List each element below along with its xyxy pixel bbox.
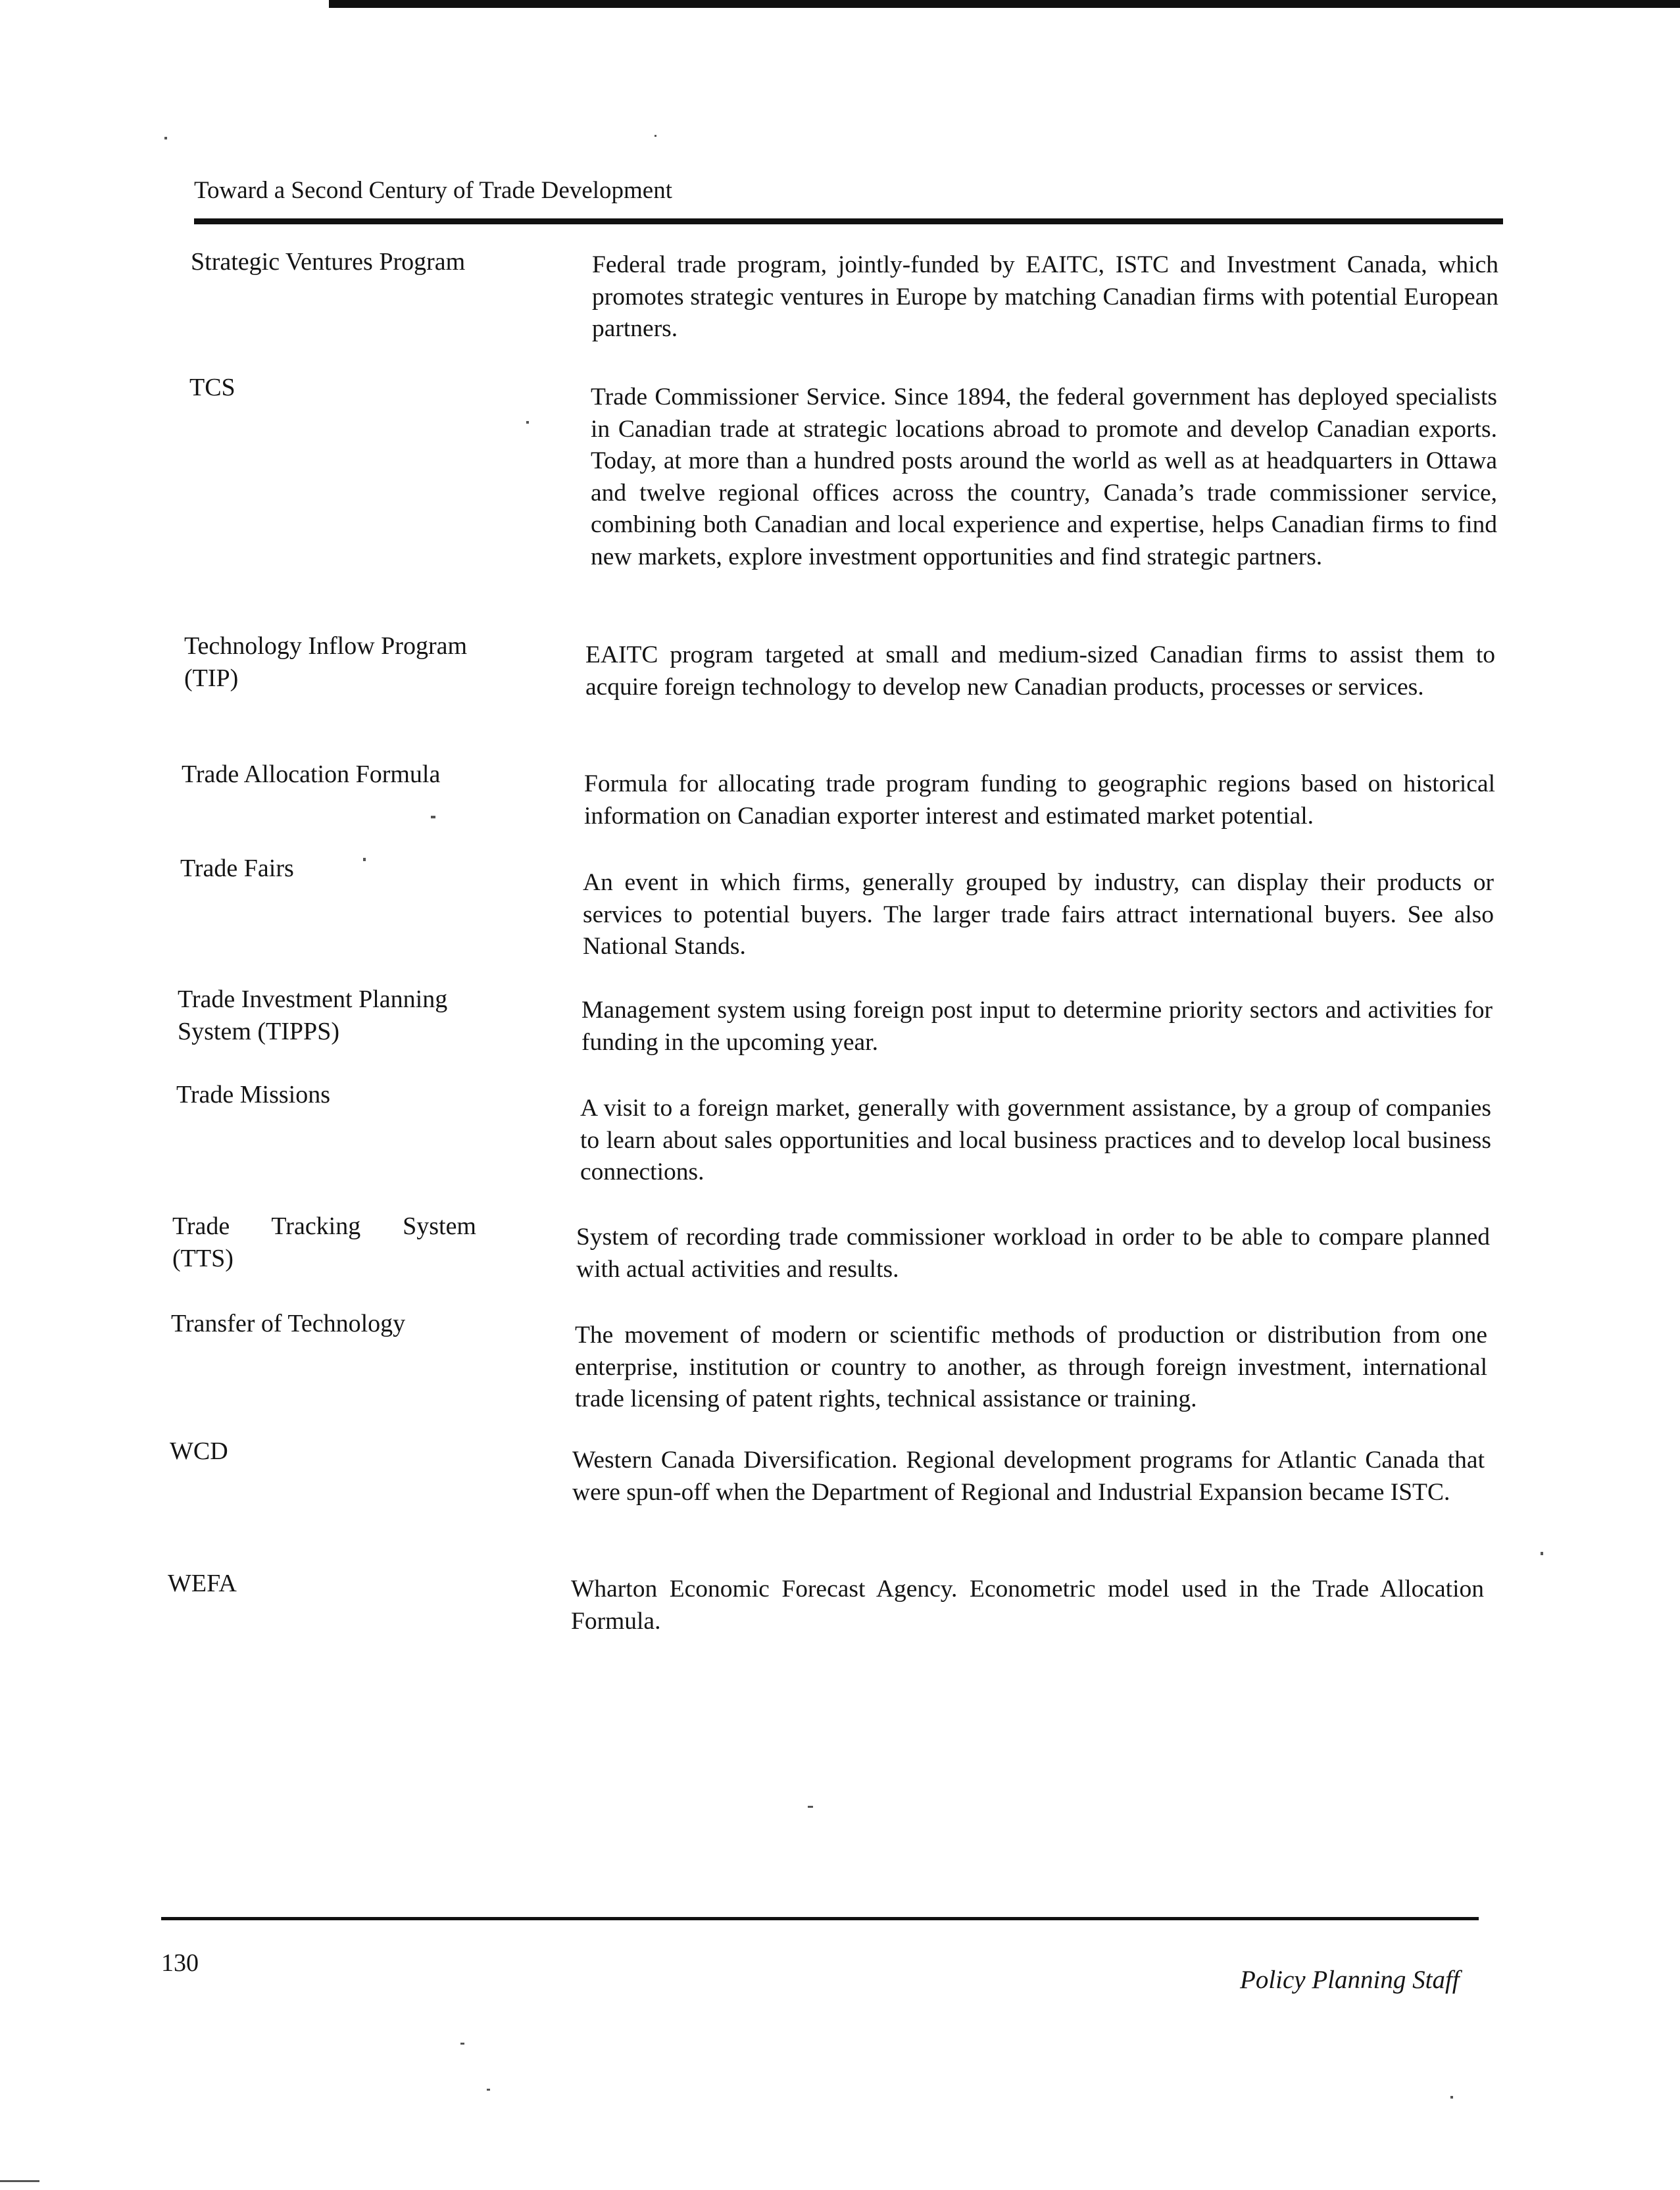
glossary-definition: EAITC program targeted at small and medium-sized Canadian firms to assist them to acquire foreign technology to develop new Canadian products, processes or services. [585, 641, 1495, 701]
glossary-term [172, 1210, 476, 1275]
glossary-definition: Federal trade program, jointly-funded by EAITC, ISTC and Investment Canada, which promotes strategic ventures in Europe by matching Canadian firms with potential European partners. [592, 251, 1498, 342]
term-line: System (TIPPS) [178, 1018, 339, 1045]
scan-speck [363, 858, 366, 861]
scan-edge [329, 0, 1680, 8]
scan-speck [0, 2180, 39, 2182]
glossary-term [178, 983, 480, 1048]
glossary-term [189, 372, 492, 404]
glossary-definition: The movement of modern or scientific methods of production or distribution from one enterprise, institution or country to another, as through foreign investment, international trade licensing of patent rights, technical assistance or training. [575, 1322, 1487, 1412]
footer-rule [161, 1917, 1479, 1920]
term-line: WEFA [168, 1570, 237, 1597]
term-line: Trade Investment Planning [178, 985, 448, 1013]
term-line: Trade Fairs [180, 855, 294, 882]
term-line: Trade Tracking System [172, 1212, 476, 1240]
footer-credit: Policy Planning Staff [1240, 1966, 1460, 1994]
term-line: Technology Inflow Program [184, 632, 468, 660]
term-line: (TIP) [184, 664, 239, 692]
glossary-term [191, 246, 493, 278]
scan-speck [655, 135, 656, 137]
scan-speck [1541, 1552, 1543, 1555]
glossary-term [168, 1568, 470, 1600]
term-line: WCD [170, 1437, 228, 1465]
glossary-term [171, 1308, 474, 1340]
scan-speck [164, 137, 167, 139]
term-line: Trade Allocation Formula [182, 760, 441, 788]
glossary-definition: Formula for allocating trade program funding to geographic regions based on historical information on Canadian exporter interest and estimated market potential. [584, 770, 1495, 830]
glossary-definition: Management system using foreign post input to determine priority sectors and activities for funding in the upcoming year. [581, 997, 1493, 1056]
glossary-definition: A visit to a foreign market, generally with government assistance, by a group of companies to learn about sales opportunities and local business practices and to develop local business connections. [580, 1095, 1491, 1185]
scan-speck [431, 816, 435, 818]
scan-speck [460, 2043, 464, 2045]
term-line: (TTS) [172, 1245, 234, 1272]
page-number: 130 [161, 1949, 199, 1977]
glossary-term [182, 759, 484, 791]
scan-speck [1450, 2096, 1453, 2099]
glossary-term [176, 1079, 479, 1111]
scan-speck [526, 421, 529, 424]
term-line: Trade Missions [176, 1081, 331, 1108]
glossary-definition: An event in which firms, generally grouped by industry, can display their products or services to potential buyers. The larger trade fairs attract international buyers. See also National Stands. [583, 869, 1494, 960]
header-rule [194, 218, 1503, 224]
scan-speck [487, 2089, 490, 2091]
glossary-term [184, 630, 487, 695]
term-line: TCS [189, 374, 235, 401]
glossary-definition: System of recording trade commissioner workload in order to be able to compare planned with actual activities and results. [576, 1224, 1490, 1283]
glossary-definition: Trade Commissioner Service. Since 1894, the federal government has deployed specialists in Canadian trade at strategic locations abroad to promote and develop Canadian exports. Today, at more than a hundred posts around the world as well as at headquarters in Ottawa and twelve regional offices across the country, Canada’s trade commissioner service, combining both Canadian and local experience and expertise, helps Canadian firms to find new markets, explore investment opportunities and find strategic partners. [591, 384, 1497, 570]
running-header: Toward a Second Century of Trade Development [194, 177, 672, 204]
glossary-definition: Wharton Economic Forecast Agency. Econometric model used in the Trade Allocation Formula. [571, 1576, 1484, 1635]
glossary-term [180, 853, 483, 885]
scan-speck [808, 1806, 813, 1808]
term-line: Strategic Ventures Program [191, 248, 466, 276]
term-line: Transfer of Technology [171, 1310, 406, 1337]
glossary-term [170, 1435, 472, 1468]
glossary-definition: Western Canada Diversification. Regional development programs for Atlantic Canada that were spun-off when the Department of Regional and Industrial Expansion became ISTC. [572, 1447, 1485, 1506]
